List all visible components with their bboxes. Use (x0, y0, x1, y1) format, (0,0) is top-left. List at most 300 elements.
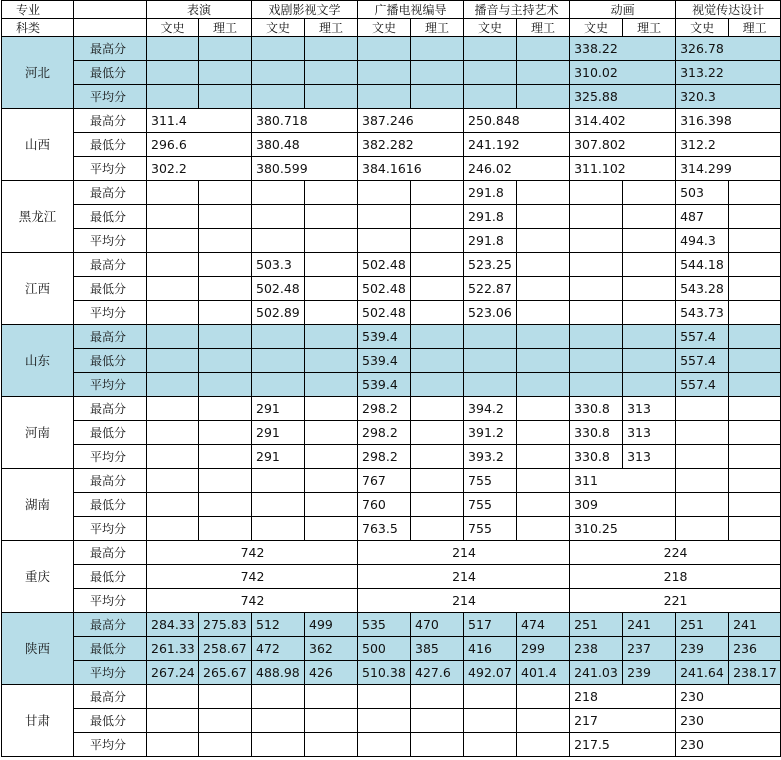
score-cell: 291 (252, 397, 305, 421)
metric-label: 平均分 (74, 85, 147, 109)
score-cell: 494.3 (676, 229, 729, 253)
score-cell: 313 (623, 397, 676, 421)
score-cell (411, 325, 464, 349)
score-cell (305, 253, 358, 277)
score-cell (623, 181, 676, 205)
score-cell: 236 (729, 637, 781, 661)
score-cell (305, 493, 358, 517)
major-header-drama-film-literature: 戏剧影视文学 (252, 1, 358, 19)
score-cell (147, 373, 199, 397)
score-cell: 217 (570, 709, 676, 733)
score-cell (305, 229, 358, 253)
score-cell (252, 685, 305, 709)
table-row (2, 661, 781, 685)
score-cell: 502.48 (252, 277, 305, 301)
score-cell: 265.67 (199, 661, 252, 685)
score-cell (411, 301, 464, 325)
score-cell: 499 (305, 613, 358, 637)
table-row (2, 229, 781, 253)
metric-label: 平均分 (74, 373, 147, 397)
score-cell (517, 349, 570, 373)
score-cell: 241.192 (464, 133, 570, 157)
metric-label: 最高分 (74, 253, 147, 277)
score-cell: 510.38 (358, 661, 411, 685)
score-cell (517, 277, 570, 301)
score-cell: 384.1616 (358, 157, 464, 181)
score-cell (147, 181, 199, 205)
subject-header-arts: 文史 (147, 19, 199, 37)
score-cell (623, 373, 676, 397)
score-cell (199, 181, 252, 205)
metric-label: 平均分 (74, 229, 147, 253)
score-cell: 313.22 (676, 61, 781, 85)
score-cell: 760 (358, 493, 411, 517)
subject-header-science: 理工 (517, 19, 570, 37)
score-cell (517, 301, 570, 325)
score-cell (252, 229, 305, 253)
score-cell: 230 (676, 733, 781, 757)
table-row (2, 517, 781, 541)
metric-label: 平均分 (74, 589, 147, 613)
score-cell (676, 517, 729, 541)
subject-header-arts: 文史 (570, 19, 623, 37)
province-name: 重庆 (2, 541, 74, 613)
score-cell (517, 397, 570, 421)
score-cell (252, 493, 305, 517)
score-cell (199, 301, 252, 325)
score-cell (305, 205, 358, 229)
score-cell: 302.2 (147, 157, 252, 181)
score-cell (517, 517, 570, 541)
score-cell (199, 469, 252, 493)
score-cell (199, 493, 252, 517)
score-cell: 291.8 (464, 205, 517, 229)
score-cell (411, 733, 464, 757)
score-cell: 522.87 (464, 277, 517, 301)
header-blank-cell (74, 19, 147, 37)
subject-header-arts: 文史 (252, 19, 305, 37)
score-cell (358, 685, 411, 709)
score-cell (464, 685, 517, 709)
table-row (2, 445, 781, 469)
score-cell: 401.4 (517, 661, 570, 685)
score-cell (729, 373, 781, 397)
score-cell: 742 (147, 541, 358, 565)
score-cell (729, 301, 781, 325)
score-cell: 502.89 (252, 301, 305, 325)
score-cell (147, 349, 199, 373)
table-row (2, 133, 781, 157)
table-row (2, 397, 781, 421)
header-blank-cell (74, 1, 147, 19)
score-cell: 416 (464, 637, 517, 661)
score-cell (411, 445, 464, 469)
score-cell (517, 685, 570, 709)
score-cell: 311.4 (147, 109, 252, 133)
score-cell: 298.2 (358, 421, 411, 445)
score-cell (147, 733, 199, 757)
score-cell: 492.07 (464, 661, 517, 685)
score-cell (147, 517, 199, 541)
score-cell (199, 229, 252, 253)
score-cell (411, 205, 464, 229)
subject-header-arts: 文史 (676, 19, 729, 37)
score-cell (464, 349, 517, 373)
score-cell: 316.398 (676, 109, 781, 133)
table-row (2, 469, 781, 493)
score-cell (411, 229, 464, 253)
score-cell: 312.2 (676, 133, 781, 157)
score-cell (729, 493, 781, 517)
score-cell: 221 (570, 589, 781, 613)
province-name: 甘肃 (2, 685, 74, 757)
major-header-broadcast-tv-directing: 广播电视编导 (358, 1, 464, 19)
score-cell: 502.48 (358, 253, 411, 277)
score-cell: 258.67 (199, 637, 252, 661)
metric-label: 最低分 (74, 709, 147, 733)
score-cell: 251 (676, 613, 729, 637)
score-cell (517, 229, 570, 253)
score-cell: 362 (305, 637, 358, 661)
score-cell: 291.8 (464, 229, 517, 253)
score-cell: 517 (464, 613, 517, 637)
metric-label: 最高分 (74, 37, 147, 61)
score-cell: 250.848 (464, 109, 570, 133)
score-cell: 307.802 (570, 133, 676, 157)
table-row (2, 421, 781, 445)
score-cell (411, 685, 464, 709)
score-cell: 296.6 (147, 133, 252, 157)
metric-label: 最高分 (74, 181, 147, 205)
table-row (2, 565, 781, 589)
score-cell (199, 253, 252, 277)
score-cell: 742 (147, 589, 358, 613)
score-cell (729, 229, 781, 253)
score-cell: 298.2 (358, 397, 411, 421)
score-cell (305, 469, 358, 493)
score-cell: 487 (676, 205, 729, 229)
metric-label: 最低分 (74, 133, 147, 157)
score-cell: 314.299 (676, 157, 781, 181)
score-cell (199, 397, 252, 421)
score-cell (252, 37, 305, 61)
score-cell: 238.17 (729, 661, 781, 685)
score-cell: 241.64 (676, 661, 729, 685)
score-cell (305, 349, 358, 373)
table-row (2, 37, 781, 61)
subject-header-arts: 文史 (358, 19, 411, 37)
province-name: 山东 (2, 325, 74, 397)
score-cell: 214 (358, 541, 570, 565)
score-cell (517, 709, 570, 733)
score-cell (358, 181, 411, 205)
province-name: 河北 (2, 37, 74, 109)
score-cell: 291 (252, 445, 305, 469)
score-cell (199, 61, 252, 85)
header-label-major: 专业 (2, 1, 74, 19)
score-cell: 755 (464, 469, 517, 493)
score-cell: 503 (676, 181, 729, 205)
province-name: 黑龙江 (2, 181, 74, 253)
score-cell (305, 709, 358, 733)
table-row (2, 205, 781, 229)
score-cell (252, 205, 305, 229)
major-header-animation: 动画 (570, 1, 676, 19)
score-cell (729, 349, 781, 373)
table-row (2, 541, 781, 565)
score-cell (464, 325, 517, 349)
score-cell (199, 205, 252, 229)
score-cell: 330.8 (570, 421, 623, 445)
province-name: 河南 (2, 397, 74, 469)
score-cell (411, 397, 464, 421)
score-cell (199, 37, 252, 61)
score-cell (570, 181, 623, 205)
score-cell (147, 397, 199, 421)
metric-label: 最低分 (74, 277, 147, 301)
score-cell (517, 733, 570, 757)
score-cell: 502.48 (358, 301, 411, 325)
score-cell: 543.73 (676, 301, 729, 325)
score-cell (411, 181, 464, 205)
score-cell: 241 (623, 613, 676, 637)
score-cell: 557.4 (676, 349, 729, 373)
score-cell (570, 277, 623, 301)
score-cell (464, 733, 517, 757)
table-row (2, 733, 781, 757)
score-cell: 241.03 (570, 661, 623, 685)
score-cell (147, 37, 199, 61)
metric-label: 最高分 (74, 397, 147, 421)
metric-label: 平均分 (74, 733, 147, 757)
score-cell: 313 (623, 445, 676, 469)
score-cell (199, 325, 252, 349)
score-cell: 755 (464, 493, 517, 517)
subject-header-science: 理工 (729, 19, 781, 37)
subject-header-science: 理工 (305, 19, 358, 37)
score-cell: 535 (358, 613, 411, 637)
score-cell: 230 (676, 685, 781, 709)
score-cell (517, 205, 570, 229)
score-cell (411, 253, 464, 277)
score-cell (199, 373, 252, 397)
score-cell: 488.98 (252, 661, 305, 685)
score-cell (305, 733, 358, 757)
score-cell (411, 709, 464, 733)
score-cell: 427.6 (411, 661, 464, 685)
score-cell: 238 (570, 637, 623, 661)
table-row (2, 157, 781, 181)
metric-label: 最高分 (74, 325, 147, 349)
score-cell: 224 (570, 541, 781, 565)
score-cell (305, 181, 358, 205)
table-row (2, 277, 781, 301)
score-cell (305, 37, 358, 61)
score-cell (623, 325, 676, 349)
score-cell (199, 685, 252, 709)
score-cell (623, 349, 676, 373)
score-cell: 539.4 (358, 325, 411, 349)
metric-label: 最低分 (74, 421, 147, 445)
province-name: 江西 (2, 253, 74, 325)
score-cell (358, 709, 411, 733)
score-cell (517, 325, 570, 349)
table-row (2, 325, 781, 349)
score-cell (676, 397, 729, 421)
score-cell: 299 (517, 637, 570, 661)
table-row (2, 85, 781, 109)
score-cell (570, 373, 623, 397)
score-cell (305, 421, 358, 445)
score-cell (729, 469, 781, 493)
score-cell: 330.8 (570, 445, 623, 469)
score-cell: 237 (623, 637, 676, 661)
metric-label: 平均分 (74, 517, 147, 541)
table-row (2, 109, 781, 133)
score-cell: 539.4 (358, 349, 411, 373)
score-cell: 239 (623, 661, 676, 685)
score-cell: 767 (358, 469, 411, 493)
score-cell: 326.78 (676, 37, 781, 61)
score-cell (623, 301, 676, 325)
table-row (2, 301, 781, 325)
score-cell (252, 733, 305, 757)
score-cell (517, 253, 570, 277)
metric-label: 平均分 (74, 301, 147, 325)
score-cell (199, 349, 252, 373)
metric-label: 最高分 (74, 469, 147, 493)
score-cell: 214 (358, 565, 570, 589)
metric-label: 最高分 (74, 685, 147, 709)
score-cell (147, 61, 199, 85)
score-cell: 557.4 (676, 373, 729, 397)
score-cell: 310.25 (570, 517, 676, 541)
score-cell (305, 85, 358, 109)
score-cell (199, 445, 252, 469)
score-cell (464, 709, 517, 733)
score-cell: 426 (305, 661, 358, 685)
score-cell (358, 229, 411, 253)
score-cell (147, 709, 199, 733)
score-cell (411, 277, 464, 301)
score-cell (411, 85, 464, 109)
score-cell (305, 685, 358, 709)
score-cell: 394.2 (464, 397, 517, 421)
score-cell (305, 397, 358, 421)
score-cell (147, 325, 199, 349)
score-cell (358, 733, 411, 757)
subject-header-arts: 文史 (464, 19, 517, 37)
metric-label: 最高分 (74, 541, 147, 565)
score-cell (411, 373, 464, 397)
table-row (2, 685, 781, 709)
score-cell: 385 (411, 637, 464, 661)
score-cell (623, 253, 676, 277)
table-row (2, 253, 781, 277)
score-cell: 230 (676, 709, 781, 733)
score-cell (517, 373, 570, 397)
score-cell (517, 37, 570, 61)
score-cell (464, 85, 517, 109)
score-cell (623, 205, 676, 229)
score-cell: 755 (464, 517, 517, 541)
score-cell: 387.246 (358, 109, 464, 133)
score-cell (570, 349, 623, 373)
score-cell: 314.402 (570, 109, 676, 133)
score-cell (252, 85, 305, 109)
table-row (2, 613, 781, 637)
score-cell: 241 (729, 613, 781, 637)
score-cell (729, 205, 781, 229)
metric-label: 最低分 (74, 61, 147, 85)
score-cell: 763.5 (358, 517, 411, 541)
score-cell: 267.24 (147, 661, 199, 685)
score-cell: 330.8 (570, 397, 623, 421)
score-cell: 311.102 (570, 157, 676, 181)
score-cell (199, 709, 252, 733)
major-header-broadcasting-hosting: 播音与主持艺术 (464, 1, 570, 19)
score-cell (305, 277, 358, 301)
score-cell: 474 (517, 613, 570, 637)
province-name: 湖南 (2, 469, 74, 541)
score-cell: 391.2 (464, 421, 517, 445)
score-cell (147, 253, 199, 277)
table-row (2, 637, 781, 661)
score-cell (252, 181, 305, 205)
score-cell (147, 277, 199, 301)
score-cell (729, 397, 781, 421)
score-cell (147, 493, 199, 517)
score-cell (147, 445, 199, 469)
score-cell (252, 349, 305, 373)
score-cell (570, 229, 623, 253)
score-cell (676, 469, 729, 493)
score-cell: 380.599 (252, 157, 358, 181)
score-cell: 218 (570, 565, 781, 589)
score-cell: 472 (252, 637, 305, 661)
table-row (2, 493, 781, 517)
score-cell: 544.18 (676, 253, 729, 277)
score-cell (729, 181, 781, 205)
score-cell: 298.2 (358, 445, 411, 469)
score-cell: 214 (358, 589, 570, 613)
score-cell (147, 229, 199, 253)
score-cell: 261.33 (147, 637, 199, 661)
header-row-majors (2, 1, 781, 19)
score-cell: 512 (252, 613, 305, 637)
table-row (2, 349, 781, 373)
score-cell (199, 277, 252, 301)
score-cell (199, 517, 252, 541)
score-cell (517, 85, 570, 109)
score-cell (517, 61, 570, 85)
metric-label: 平均分 (74, 157, 147, 181)
score-cell (147, 685, 199, 709)
table-row (2, 709, 781, 733)
score-cell: 310.02 (570, 61, 676, 85)
score-cell: 543.28 (676, 277, 729, 301)
score-cell (676, 493, 729, 517)
score-cell (517, 181, 570, 205)
score-cell: 217.5 (570, 733, 676, 757)
metric-label: 最低分 (74, 205, 147, 229)
score-cell: 502.48 (358, 277, 411, 301)
score-cell (147, 85, 199, 109)
score-cell: 393.2 (464, 445, 517, 469)
score-cell: 380.48 (252, 133, 358, 157)
score-cell (252, 61, 305, 85)
score-cell (729, 517, 781, 541)
